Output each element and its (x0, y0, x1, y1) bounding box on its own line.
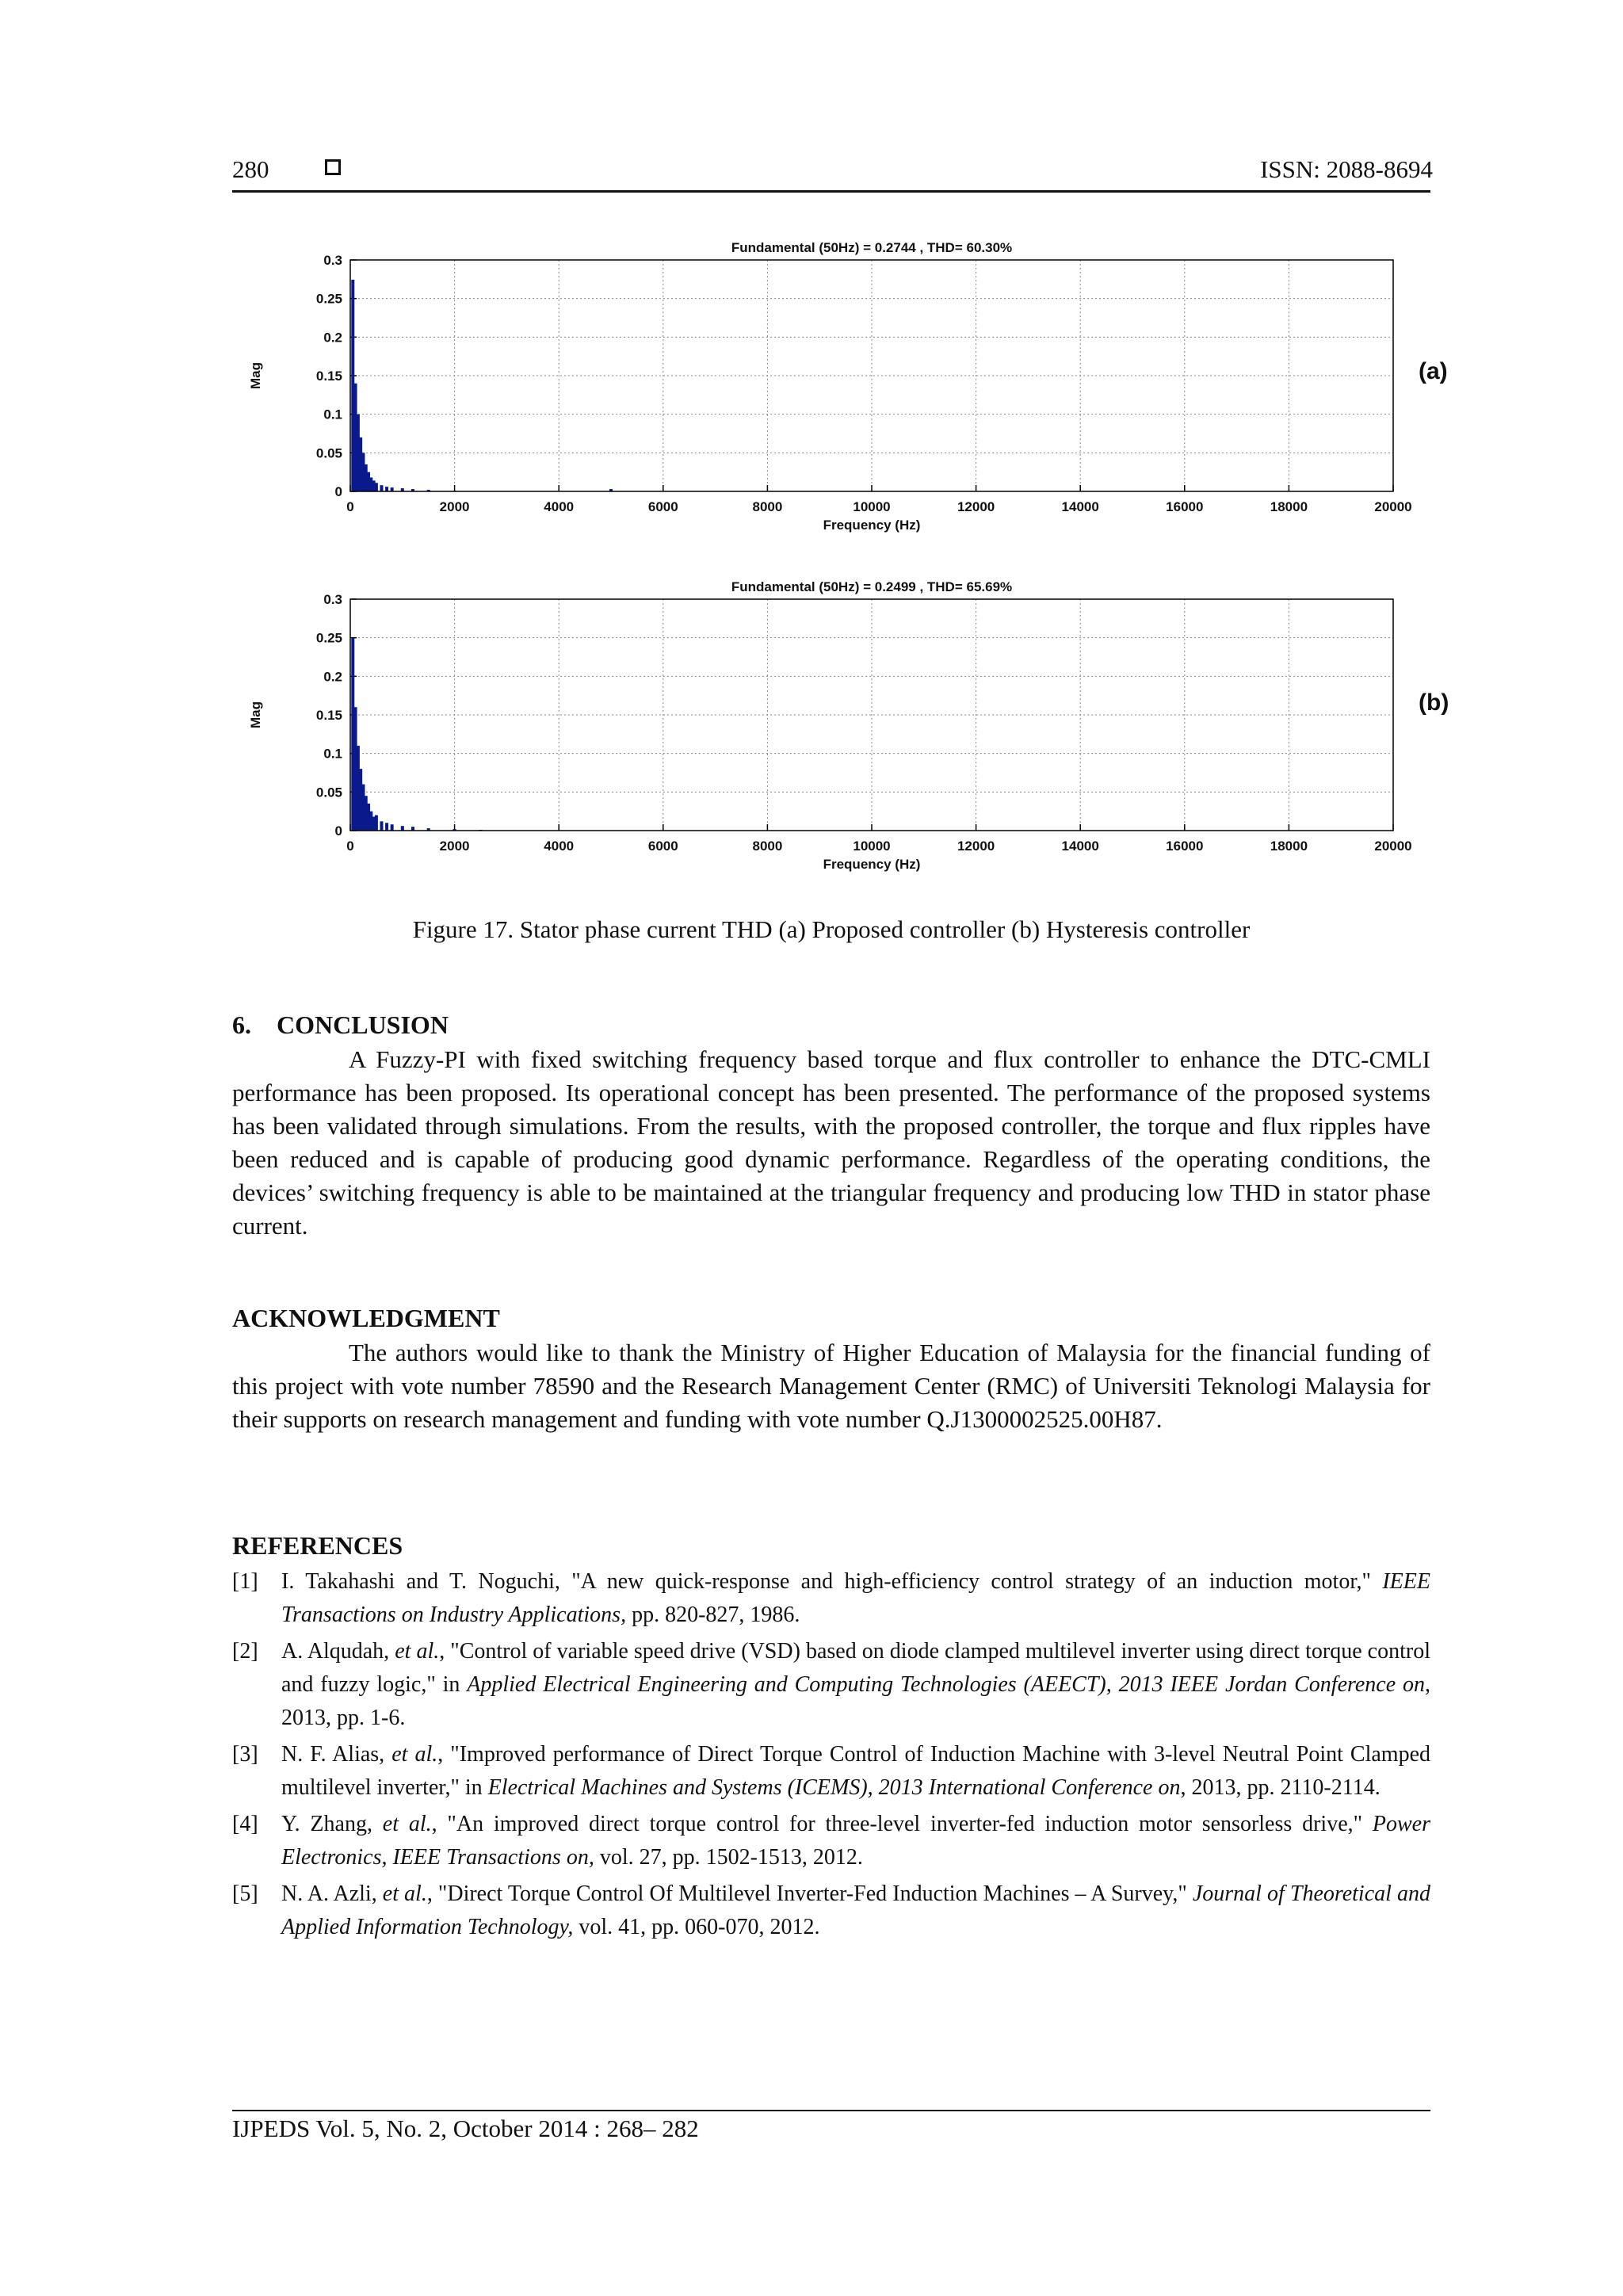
reference-item (232, 1635, 1430, 1735)
conclusion-text: A Fuzzy-PI with fixed switching frequency based torque and flux controller to enhance the DTC-CMLI performance has been proposed. Its operational concept has been presented. The performance of the proposed systems has been validated through simulations. From the results, with the proposed controller, the torque and flux ripples have been reduced and is capable of producing good dynamic performance. Regardless of the operating conditions, the devices’ switching frequency is able to be maintained at the triangular frequency and producing low THD in stator phase current. (232, 1045, 1430, 1240)
reference-etal: et al. (384, 1742, 438, 1767)
thd-chart-b-svg (238, 569, 1474, 894)
reference-title: , "An improved direct torque control for three-level inverter-fed induction motor sensorless drive," (431, 1812, 1373, 1836)
x-tick-label: 10000 (853, 839, 891, 854)
y-tick-label: 0.1 (323, 746, 342, 762)
reference-authors: A. Alqudah, (281, 1639, 390, 1664)
reference-number: [4] (232, 1812, 258, 1836)
page-number: 280 (232, 155, 269, 183)
footer-rule (232, 2110, 1430, 2111)
y-tick-label: 0.1 (323, 407, 342, 422)
references-title: REFERENCES (232, 1531, 403, 1560)
x-tick-label: 12000 (957, 499, 995, 514)
reference-list (232, 1565, 1430, 1947)
reference-number: [1] (232, 1569, 258, 1594)
reference-title: , "Control of variable speed drive (VSD) based on diode clamped multilevel inverter using direct torque control and fuzzy logic," in (281, 1639, 1430, 1697)
spectrum-bar (375, 816, 378, 831)
reference-etal: et al. (376, 1881, 427, 1906)
x-tick-label: 6000 (647, 499, 678, 514)
x-tick-label: 16000 (1166, 839, 1204, 854)
x-tick-label: 2000 (439, 839, 470, 854)
spectrum-bar (401, 826, 404, 831)
reference-title: , "Direct Torque Control Of Multilevel Inverter-Fed Induction Machines – A Survey," (426, 1881, 1193, 1906)
spectrum-bar (375, 483, 378, 491)
conclusion-title: 6. CONCLUSION (232, 1010, 449, 1039)
x-tick-label: 14000 (1061, 839, 1099, 854)
x-tick-label: 4000 (544, 499, 575, 514)
x-tick-label: 8000 (752, 839, 783, 854)
y-tick-label: 0.25 (315, 630, 342, 646)
reference-number: [3] (232, 1742, 258, 1767)
x-tick-label: 10000 (853, 499, 891, 514)
y-axis-label: Mag (248, 701, 263, 728)
reference-authors: N. F. Alias, (281, 1742, 385, 1767)
reference-details: , 2013, pp. 1-6. (281, 1672, 1431, 1730)
reference-authors: I. Takahashi and T. Noguchi, (281, 1569, 560, 1594)
x-tick-label: 8000 (752, 499, 783, 514)
acknowledgment-text: The authors would like to thank the Ministry of Higher Education of Malaysia for the financial funding of this project with vote number 78590 and the Research Management Center (RMC) of Universiti Teknologi Malaysia for their supports on research management and funding with vote number Q.J1300002525.00H87. (232, 1339, 1430, 1433)
x-tick-label: 0 (346, 499, 354, 514)
x-tick-label: 4000 (544, 839, 575, 854)
y-tick-label: 0.05 (315, 445, 342, 461)
reference-venue: Applied Electrical Engineering and Computing Technologies (AEECT), 2013 IEEE Jordan Conference on (467, 1672, 1426, 1697)
reference-details: vol. 27, pp. 1502-1513, 2012. (594, 1845, 863, 1870)
y-tick-label: 0.3 (323, 253, 342, 268)
x-tick-label: 0 (346, 839, 354, 854)
spectrum-bar (380, 821, 383, 831)
x-tick-label: 20000 (1374, 499, 1412, 514)
reference-venue: Electrical Machines and Systems (ICEMS), 2013 International Conference on (487, 1775, 1181, 1800)
reference-number: [5] (232, 1881, 258, 1906)
x-axis-label: Frequency (Hz) (823, 518, 921, 533)
reference-details: , 2013, pp. 2110-2114. (1180, 1775, 1381, 1800)
reference-title: , "Improved performance of Direct Torque Control of Induction Machine with 3-level Neutral Point Clamped multilevel inverter," in (281, 1742, 1430, 1800)
x-tick-label: 18000 (1270, 499, 1308, 514)
x-tick-label: 20000 (1374, 839, 1412, 854)
reference-etal: et al. (372, 1812, 432, 1836)
reference-item (232, 1808, 1430, 1874)
y-tick-label: 0.25 (315, 291, 342, 307)
spectrum-bar (391, 824, 394, 831)
x-tick-label: 2000 (439, 499, 470, 514)
chart-title: Fundamental (50Hz) = 0.2499 , THD= 65.69% (731, 579, 1013, 594)
thd-chart-a (238, 230, 1474, 555)
reference-details: pp. 820-827, 1986. (626, 1603, 800, 1627)
reference-venue: Power Electronics, IEEE Transactions on, (281, 1812, 1430, 1870)
y-tick-label: 0 (334, 823, 342, 839)
y-tick-label: 0.3 (323, 592, 342, 607)
conclusion-paragraph (232, 1043, 1430, 1243)
acknowledgment-paragraph (232, 1336, 1430, 1436)
x-tick-label: 6000 (647, 839, 678, 854)
y-tick-label: 0.15 (315, 369, 342, 384)
spectrum-bar (385, 487, 388, 491)
spectrum-bar (385, 823, 388, 831)
header-square-icon (325, 159, 341, 175)
chart-title: Fundamental (50Hz) = 0.2744 , THD= 60.30% (731, 240, 1013, 255)
y-axis-label: Mag (248, 362, 263, 389)
panel-label-a: (a) (1419, 358, 1448, 384)
thd-chart-b (238, 569, 1474, 894)
spectrum-bar (380, 485, 383, 491)
x-tick-label: 14000 (1061, 499, 1099, 514)
figure-caption: Figure 17. Stator phase current THD (a) Proposed controller (b) Hysteresis controller (412, 915, 1251, 943)
x-axis-label: Frequency (Hz) (823, 857, 921, 872)
x-tick-label: 18000 (1270, 839, 1308, 854)
x-tick-label: 12000 (957, 839, 995, 854)
y-tick-label: 0.05 (315, 785, 342, 800)
reference-venue: IEEE Transactions on Industry Applications, (281, 1569, 1430, 1627)
reference-number: [2] (232, 1639, 258, 1664)
header-rule (232, 190, 1430, 193)
x-tick-label: 16000 (1166, 499, 1204, 514)
thd-chart-a-svg (238, 230, 1474, 555)
y-tick-label: 0.2 (323, 669, 342, 685)
reference-authors: Y. Zhang, (281, 1812, 372, 1836)
reference-etal: et al. (389, 1639, 440, 1664)
reference-title: "A new quick-response and high-efficiency control strategy of an induction motor," (559, 1569, 1383, 1594)
reference-item (232, 1878, 1430, 1944)
reference-item (232, 1738, 1430, 1805)
y-tick-label: 0.15 (315, 708, 342, 723)
y-tick-label: 0 (334, 484, 342, 499)
panel-label-b: (b) (1419, 690, 1449, 716)
reference-venue: Journal of Theoretical and Applied Information Technology, (281, 1881, 1430, 1939)
y-tick-label: 0.2 (323, 330, 342, 346)
reference-item (232, 1565, 1430, 1632)
reference-details: vol. 41, pp. 060-070, 2012. (573, 1915, 820, 1939)
reference-authors: N. A. Azli, (281, 1881, 377, 1906)
issn: ISSN: 2088-8694 (1260, 155, 1433, 183)
footer-text: IJPEDS Vol. 5, No. 2, October 2014 : 268– 282 (232, 2115, 699, 2142)
acknowledgment-title: ACKNOWLEDGMENT (232, 1304, 500, 1332)
